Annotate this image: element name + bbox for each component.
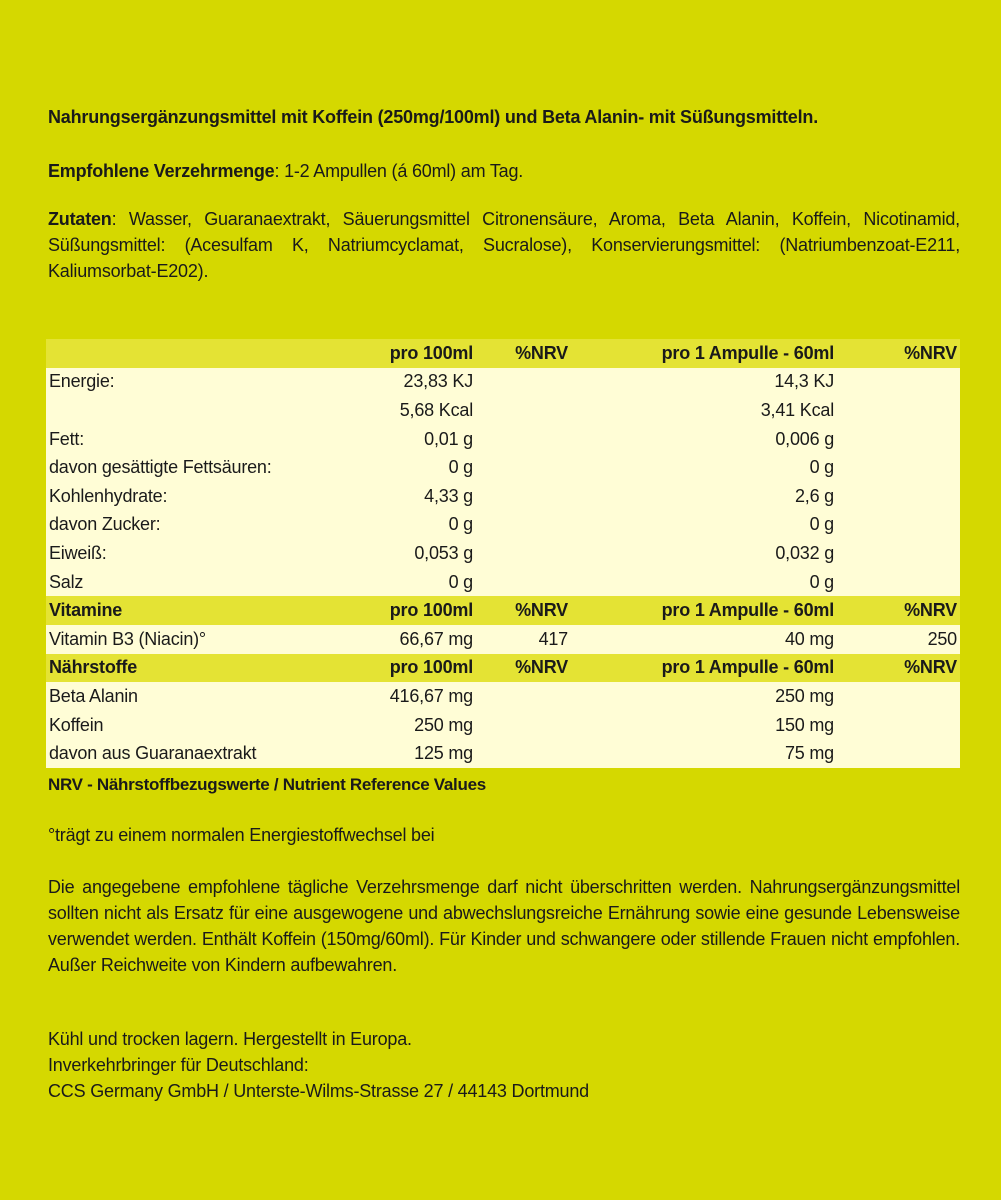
table-cell: pro 100ml: [301, 339, 476, 368]
table-cell: 125 mg: [301, 739, 476, 768]
table-cell: 250 mg: [571, 682, 837, 711]
dose-text: : 1-2 Ampullen (á 60ml) am Tag.: [274, 161, 524, 181]
table-cell: Vitamine: [46, 596, 301, 625]
table-cell: %NRV: [476, 596, 571, 625]
storage-info: [48, 1026, 960, 1104]
table-cell: pro 1 Ampulle - 60ml: [571, 596, 837, 625]
table-cell: 0 g: [571, 453, 837, 482]
table-cell: 417: [476, 625, 571, 654]
table-row: [46, 482, 960, 511]
table-cell: [476, 453, 571, 482]
table-cell: davon Zucker:: [46, 511, 301, 540]
table-cell: [476, 568, 571, 597]
distributor-label: Inverkehrbringer für Deutschland:: [48, 1055, 309, 1075]
table-cell: %NRV: [476, 339, 571, 368]
table-cell: 0 g: [571, 511, 837, 540]
table-cell: [837, 568, 960, 597]
table-cell: [837, 739, 960, 768]
table-cell: 0,01 g: [301, 425, 476, 454]
table-row: [46, 739, 960, 768]
table-cell: Koffein: [46, 711, 301, 740]
table-cell: 5,68 Kcal: [301, 396, 476, 425]
table-cell: Salz: [46, 568, 301, 597]
table-cell: 0,006 g: [571, 425, 837, 454]
recommended-dose: [48, 158, 960, 184]
dose-label: Empfohlene Verzehrmenge: [48, 161, 275, 181]
vitamins-header-row: [46, 596, 960, 625]
table-cell: 14,3 KJ: [571, 368, 837, 397]
niacin-footnote: °trägt zu einem normalen Energiestoffwechsel bei: [48, 825, 435, 845]
table-cell: [476, 425, 571, 454]
table-cell: 0 g: [301, 568, 476, 597]
ingredients-label: Zutaten: [48, 209, 112, 229]
table-cell: [837, 368, 960, 397]
table-cell: [476, 739, 571, 768]
table-row: [46, 396, 960, 425]
table-row: [46, 711, 960, 740]
warning-text: Die angegebene empfohlene tägliche Verzehrsmenge darf nicht überschritten werden. Nahrungsergänzungsmittel sollten nicht als Ersatz für eine ausgewogene und abwechslungsreiche Ernährung sowie eine gesunde Lebensweise verwendet werden. Enthält Koffein (150mg/60ml). Für Kinder und schwangere oder stillende Frauen nicht empfohlen. Außer Reichweite von Kindern aufbewahren.: [48, 877, 960, 975]
table-cell: Fett:: [46, 425, 301, 454]
table-cell: 150 mg: [571, 711, 837, 740]
table-cell: 23,83 KJ: [301, 368, 476, 397]
table-cell: %NRV: [837, 654, 960, 683]
table-cell: 250: [837, 625, 960, 654]
table-cell: [837, 711, 960, 740]
nutrients-header-row: [46, 654, 960, 683]
table-cell: 40 mg: [571, 625, 837, 654]
table-cell: [476, 396, 571, 425]
table-cell: 4,33 g: [301, 482, 476, 511]
table-cell: davon aus Guaranaextrakt: [46, 739, 301, 768]
table-header-row: [46, 339, 960, 368]
table-cell: 416,67 mg: [301, 682, 476, 711]
table-cell: Energie:: [46, 368, 301, 397]
table-cell: [476, 682, 571, 711]
table-cell: [476, 711, 571, 740]
table-cell: [46, 396, 301, 425]
table-cell: 0,053 g: [301, 539, 476, 568]
table-cell: Kohlenhydrate:: [46, 482, 301, 511]
table-cell: [837, 396, 960, 425]
table-cell: [837, 539, 960, 568]
table-row: [46, 368, 960, 397]
table-row: [46, 539, 960, 568]
table-cell: 0,032 g: [571, 539, 837, 568]
table-row: [46, 682, 960, 711]
table-cell: [476, 539, 571, 568]
table-cell: [837, 425, 960, 454]
table-cell: Beta Alanin: [46, 682, 301, 711]
distributor-address: CCS Germany GmbH / Unterste-Wilms-Strasse 27 / 44143 Dortmund: [48, 1081, 589, 1101]
table-row: [46, 453, 960, 482]
table-cell: pro 1 Ampulle - 60ml: [571, 654, 837, 683]
table-cell: 3,41 Kcal: [571, 396, 837, 425]
table-cell: %NRV: [837, 596, 960, 625]
product-title: Nahrungsergänzungsmittel mit Koffein (250mg/100ml) und Beta Alanin- mit Süßungsmitteln.: [48, 107, 819, 127]
table-cell: %NRV: [476, 654, 571, 683]
table-row: [46, 568, 960, 597]
table-cell: Nährstoffe: [46, 654, 301, 683]
table-cell: 250 mg: [301, 711, 476, 740]
table-cell: 0 g: [301, 453, 476, 482]
table-cell: [837, 453, 960, 482]
table-cell: [476, 368, 571, 397]
nutrition-table: [46, 339, 960, 768]
table-cell: pro 1 Ampulle - 60ml: [571, 339, 837, 368]
table-row: [46, 425, 960, 454]
ingredients-text: : Wasser, Guaranaextrakt, Säuerungsmittel Citronensäure, Aroma, Beta Alanin, Koffein, Nicotinamid, Süßungsmittel: (Acesulfam K, Natriumcyclamat, Sucralose), Konservierungsmittel: (Natriumbenzoat-E211, Kaliumsorbat-E202).: [48, 209, 960, 281]
table-cell: [476, 482, 571, 511]
table-cell: 0 g: [301, 511, 476, 540]
table-cell: davon gesättigte Fettsäuren:: [46, 453, 301, 482]
table-cell: [46, 339, 301, 368]
table-cell: [837, 482, 960, 511]
table-cell: Eiweiß:: [46, 539, 301, 568]
table-cell: pro 100ml: [301, 596, 476, 625]
table-cell: [476, 511, 571, 540]
table-row: [46, 511, 960, 540]
nrv-note: NRV - Nährstoffbezugswerte / Nutrient Reference Values: [48, 775, 486, 794]
storage-line: Kühl und trocken lagern. Hergestellt in Europa.: [48, 1029, 412, 1049]
table-cell: %NRV: [837, 339, 960, 368]
ingredients: [48, 206, 960, 284]
table-cell: 0 g: [571, 568, 837, 597]
table-cell: 75 mg: [571, 739, 837, 768]
table-row: [46, 625, 960, 654]
table-cell: pro 100ml: [301, 654, 476, 683]
table-cell: [837, 682, 960, 711]
table-cell: 2,6 g: [571, 482, 837, 511]
table-cell: 66,67 mg: [301, 625, 476, 654]
table-cell: Vitamin B3 (Niacin)°: [46, 625, 301, 654]
table-cell: [837, 511, 960, 540]
